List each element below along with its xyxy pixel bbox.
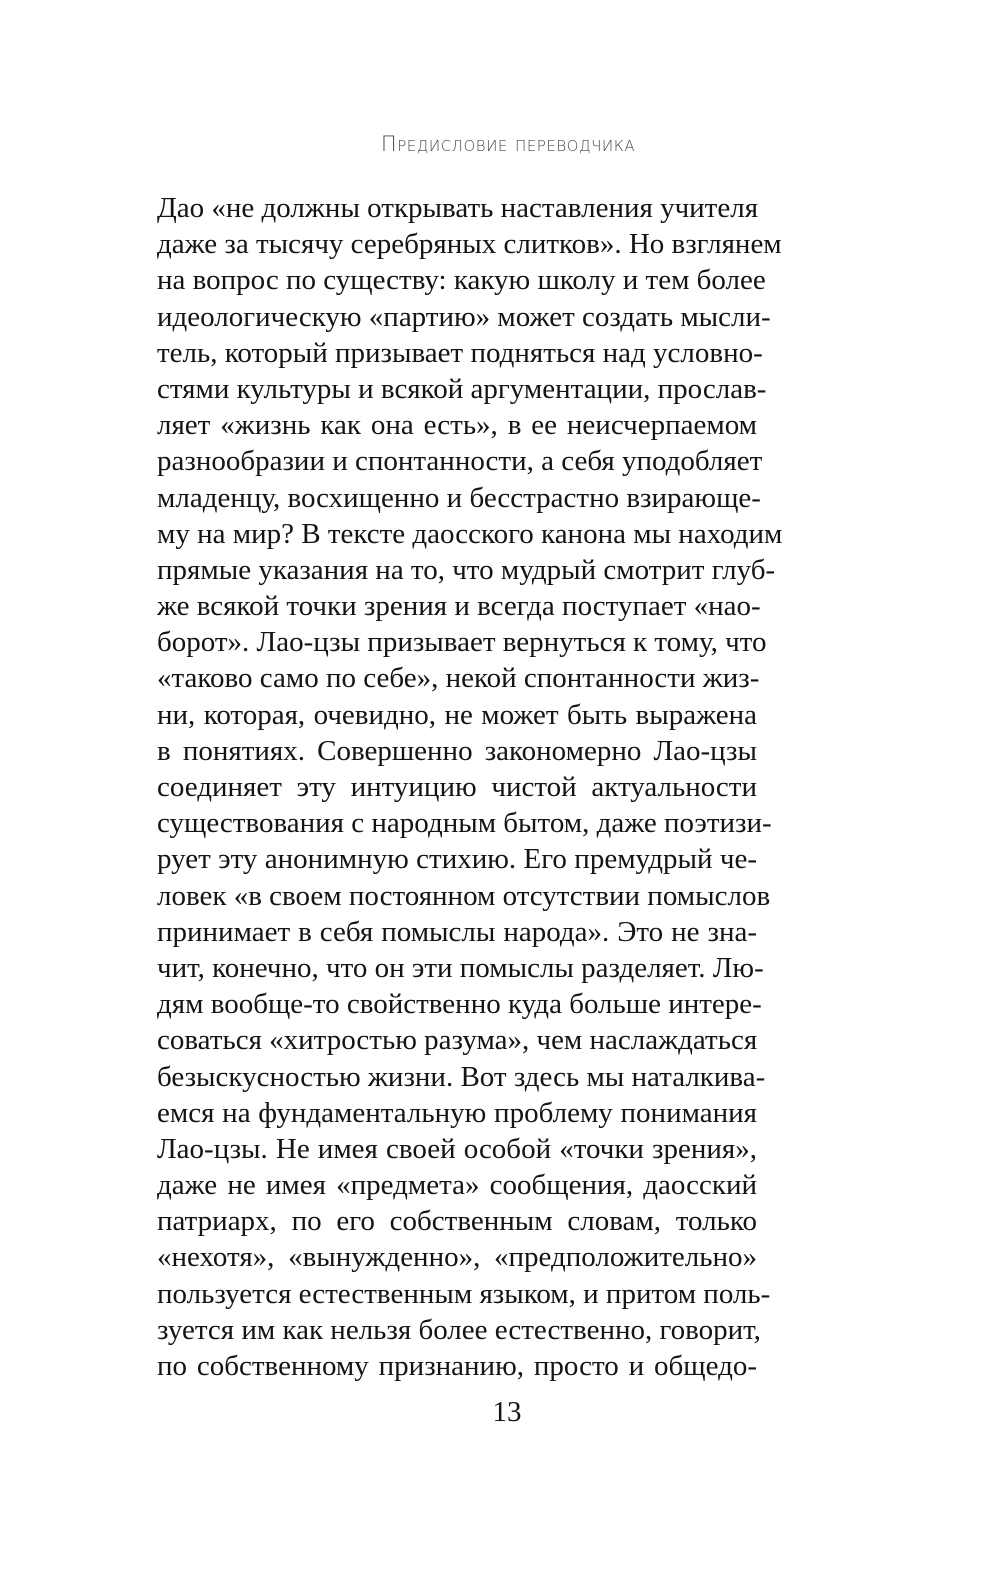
text-line: даже не имея «предмета» сообщения, даосский <box>157 1169 757 1202</box>
text-line: прямые указания на то, что мудрый смотрит глуб- <box>157 553 776 586</box>
body-text <box>157 190 783 1384</box>
text-line: на вопрос по существу: какую школу и тем более <box>157 264 766 297</box>
text-line: пользуется естественным языком, и притом поль- <box>157 1277 771 1310</box>
text-line: по собственному признанию, просто и общедо- <box>157 1350 757 1382</box>
text-line: соваться «хитростью разума», чем наслаждаться <box>157 1024 758 1057</box>
text-line: му на мир? В тексте даосского канона мы находим <box>157 517 783 550</box>
text-line: дям вообще-то свойственно куда больше интере- <box>157 988 762 1021</box>
text-line: борот». Лао-цзы призывает вернуться к тому, что <box>157 626 767 659</box>
text-line: принимает в себя помыслы народа». Это не зна- <box>157 915 757 948</box>
text-line: ловек «в своем постоянном отсутствии помыслов <box>157 879 771 912</box>
text-line: Лао-цзы. Не имея своей особой «точки зрения», <box>157 1132 757 1165</box>
text-line: «нехотя», «вынужденно», «предположительно» <box>157 1241 757 1274</box>
text-line: «таково само по себе», некой спонтанности жиз- <box>157 662 760 695</box>
text-line: чит, конечно, что он эти помыслы разделяет. Лю- <box>157 951 764 984</box>
text-line: существования с народным бытом, даже поэтизи- <box>157 807 772 840</box>
text-line: патриарх, по его собственным словам, только <box>157 1205 757 1238</box>
running-head: Предисловие переводчика <box>380 132 636 156</box>
text-line: стями культуры и всякой аргументации, прослав- <box>157 372 767 405</box>
text-line: зуется им как нельзя более естественно, говорит, <box>157 1313 761 1346</box>
text-line: соединяет эту интуицию чистой актуальности <box>157 771 757 803</box>
text-line: емся на фундаментальную проблему понимания <box>157 1096 757 1129</box>
text-line: безыскусностью жизни. Вот здесь мы наталкива- <box>157 1060 766 1093</box>
text-line: тель, который призывает подняться над условно- <box>157 336 763 369</box>
text-line: разнообразии и спонтанности, а себя уподобляет <box>157 445 763 478</box>
text-line: даже за тысячу серебряных слитков». Но взглянем <box>157 228 782 261</box>
text-line: младенцу, восхищенно и бесстрастно взирающе- <box>157 481 761 514</box>
page-number: 13 <box>492 1396 522 1428</box>
text-line: рует эту анонимную стихию. Его премудрый че- <box>157 843 757 876</box>
text-line: идеологическую «партию» может создать мысли- <box>157 300 771 333</box>
text-line: ни, которая, очевидно, не может быть выражена <box>157 698 757 731</box>
text-line: Дао «не должны открывать наставления учителя <box>157 192 759 224</box>
text-line: ляет «жизнь как она есть», в ее неисчерпаемом <box>157 409 757 442</box>
text-line: же всякой точки зрения и всегда поступает «нао- <box>157 590 761 623</box>
text-line: в понятиях. Совершенно закономерно Лао-цзы <box>157 734 757 767</box>
